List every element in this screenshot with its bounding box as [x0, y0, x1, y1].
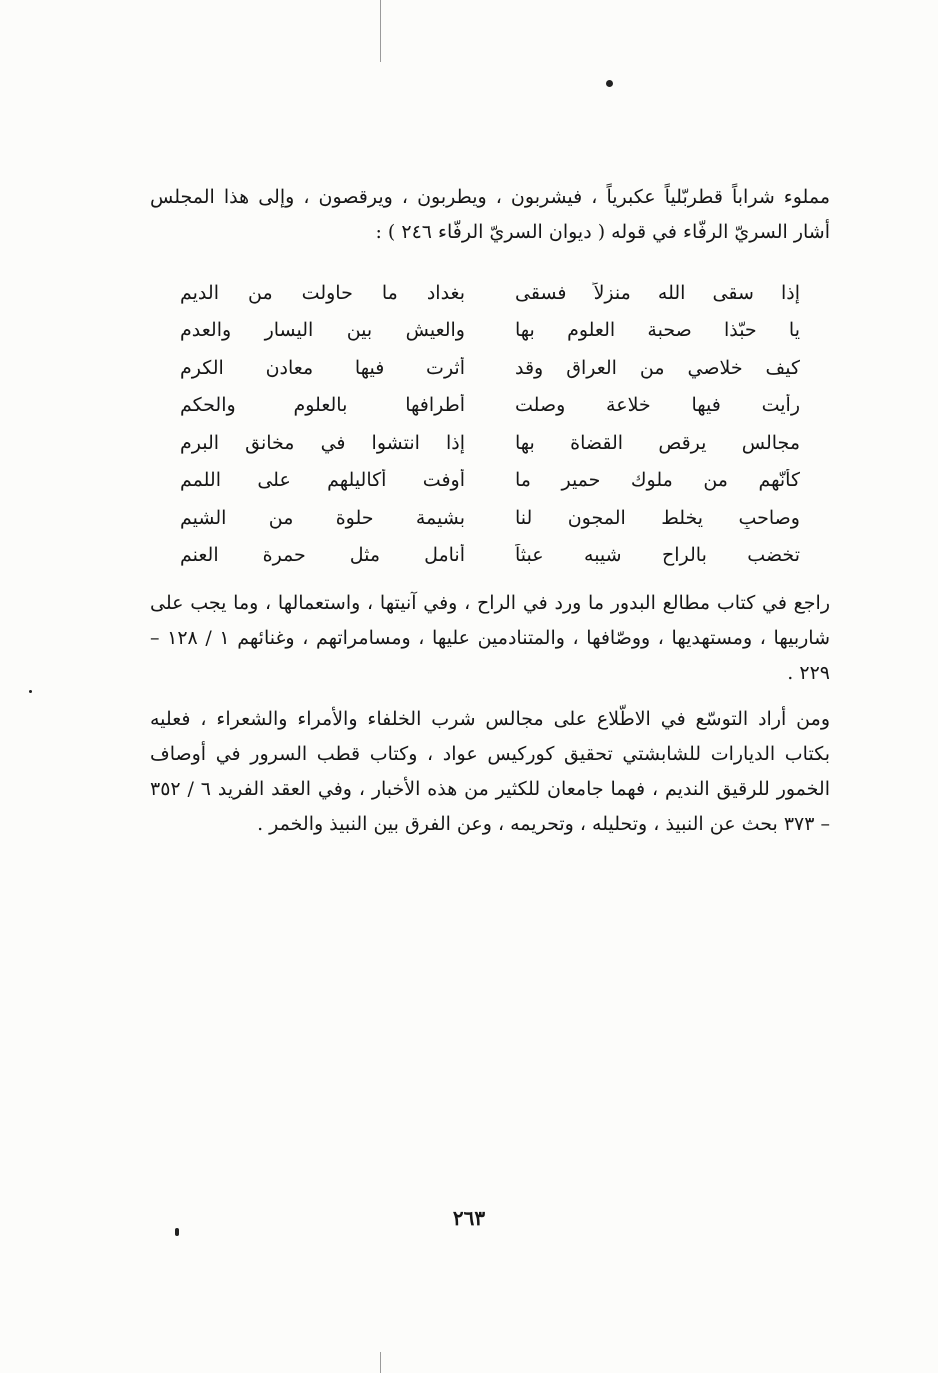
reference-paragraph: [150, 702, 830, 842]
reference-text: راجع في كتاب مطالع البدور ما ورد في الراح ، وفي آنيتها ، واستعمالها ، وما يجب على شاربيها ، ومستهديها ، ووصّافها ، والمتنادمين عليها ، ومسامراتهم ، وغنائهم ١ / ١٢٨ – ٢٢٩ .: [150, 592, 830, 684]
scan-margin-line-top: [380, 0, 381, 62]
verse-second-hemistich: بشيمة حلوة من الشيم: [180, 506, 465, 529]
poem-verse: [180, 387, 800, 425]
verse-second-hemistich: إذا انتشوا في مخانق البرم: [180, 431, 465, 454]
poem-verse: [180, 537, 800, 575]
reference-paragraph: [150, 586, 830, 691]
verse-second-hemistich: والعيش بين اليسار والعدم: [180, 319, 465, 342]
poem-verse: [180, 424, 800, 462]
verse-first-hemistich: رأيت فيها خلاعة وصلت: [515, 394, 800, 417]
verse-second-hemistich: بغداد ما حاولت من الديم: [180, 281, 465, 304]
verse-first-hemistich: إذا سقى الله منزلاً فسقى: [515, 281, 800, 304]
intro-paragraph: [150, 180, 830, 250]
verse-first-hemistich: تخضب بالراح شيبه عبثاً: [515, 544, 800, 567]
ink-speck: [29, 690, 32, 693]
poem-verse: [180, 349, 800, 387]
intro-text: مملوء شراباً قطربّلياً عكبرياً ، فيشربون ، ويطربون ، ويرقصون ، وإلى هذا المجلس أشار السريّ الرفّاء في قوله ( ديوان السريّ الرفّاء ٢٤٦ ) :: [150, 186, 830, 243]
verse-first-hemistich: كيف خلاصي من العراق وقد: [515, 356, 800, 379]
verse-second-hemistich: أطرافها بالعلوم والحكم: [180, 394, 465, 417]
reference-text: ومن أراد التوسّع في الاطّلاع على مجالس شرب الخلفاء والأمراء والشعراء ، فعليه بكتاب الديارات للشابشتي تحقيق كوركيس عواد ، وكتاب قطب السرور في أوصاف الخمور للرقيق النديم ، فهما جامعان للكثير من هذه الأخبار ، وفي العقد الفريد ٦ / ٣٥٢ – ٣٧٣ بحث عن النبيذ ، وتحليله ، وتحريمه ، وعن الفرق بين النبيذ والخمر .: [150, 708, 830, 835]
poem-verse: [180, 312, 800, 350]
verse-second-hemistich: أنامل مثل حمرة العنم: [180, 544, 465, 567]
scan-margin-line-bottom: [380, 1352, 381, 1373]
verse-second-hemistich: أثرت فيها معادن الكرم: [180, 356, 465, 379]
verse-first-hemistich: يا حبّذا صحبة العلوم بها: [515, 319, 800, 342]
poem-verse: [180, 274, 800, 312]
verse-first-hemistich: مجالس يرقص القضاة بها: [515, 431, 800, 454]
verse-first-hemistich: وصاحبٍ يخلط المجون لنا: [515, 506, 800, 529]
poem: [180, 274, 800, 574]
ink-speck: [606, 80, 613, 87]
verse-second-hemistich: أوفت أكاليلهم على اللمم: [180, 469, 465, 492]
poem-verse: [180, 462, 800, 500]
poem-verse: [180, 499, 800, 537]
verse-first-hemistich: كأنّهم من ملوك حمير ما: [515, 469, 800, 492]
page-number: ٢٦٣: [452, 1206, 486, 1230]
